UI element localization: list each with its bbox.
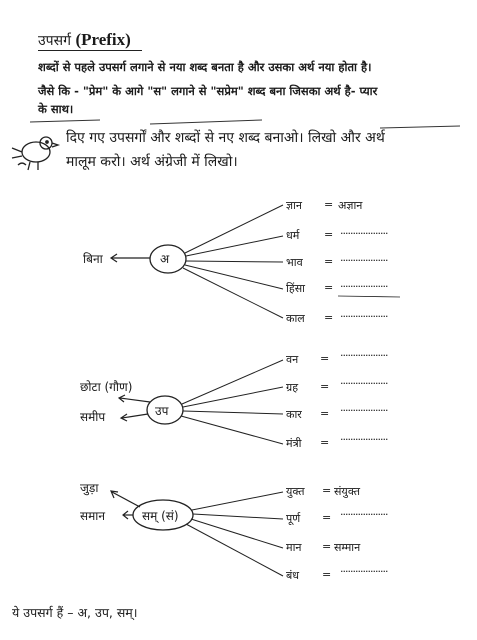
word: मंत्री [286, 437, 302, 450]
meaning-label: छोटा (गौण) [80, 380, 133, 394]
prefix-label: अ [160, 252, 170, 266]
answer-blank: ................... [340, 307, 388, 320]
answer-blank: ................... [340, 346, 388, 359]
answer-blank: ................... [340, 374, 388, 387]
answer-blank: ................... [340, 562, 388, 575]
equals-sign: = [324, 198, 334, 211]
word: कार [286, 408, 302, 421]
word: वन [286, 353, 299, 366]
instruction-line-1: दिए गए उपसर्गों और शब्दों से नए शब्द बनाओ। लिखो और अर्थ [66, 130, 385, 146]
prefix-label: सम् (सं) [142, 509, 179, 523]
word: धर्म [286, 229, 300, 242]
equals-sign: = [324, 311, 334, 324]
equals-sign: = [324, 228, 334, 241]
intro-line-3: के साथ। [38, 102, 74, 116]
answer-blank: ................... [340, 277, 388, 290]
word: बंध [286, 569, 300, 582]
equals-sign: = [324, 281, 334, 294]
equals-sign: = [322, 540, 332, 553]
title-english: (Prefix) [75, 30, 131, 49]
underline-mark [150, 120, 262, 124]
prefix-label: उप [155, 404, 169, 418]
title-hindi: उपसर्ग [38, 33, 71, 49]
meaning-label: बिना [83, 252, 103, 266]
meaning-label: समान [80, 509, 106, 523]
answer: संयुक्त [334, 485, 360, 498]
meaning-label: समीप [80, 410, 106, 424]
answer-blank: ................... [340, 505, 388, 518]
underline-mark [30, 120, 100, 122]
meaning-arrow-3a [112, 492, 140, 507]
word: मान [286, 541, 302, 554]
word: काल [286, 312, 305, 325]
answer-blank: ................... [340, 224, 388, 237]
intro-line-1: शब्दों से पहले उपसर्ग लगाने से नया शब्द बनता है और उसका अर्थ नया होता है। [38, 60, 372, 74]
equals-sign: = [320, 407, 330, 420]
word: हिंसा [286, 282, 305, 295]
answer-blank: ................... [340, 430, 388, 443]
bird-icon [12, 137, 58, 170]
equals-sign: = [320, 380, 330, 393]
word: पूर्ण [286, 512, 301, 525]
equals-sign: = [322, 511, 332, 524]
answer: अज्ञान [338, 199, 363, 212]
underline-mark [380, 126, 460, 128]
equals-sign: = [320, 352, 330, 365]
instruction-line-2: मालूम करो। अर्थ अंग्रेजी में लिखो। [66, 154, 238, 170]
answer-blank: ................... [340, 401, 388, 414]
meaning-label: जुड़ा [80, 481, 99, 495]
word: भाव [286, 256, 303, 269]
word: ग्रह [286, 381, 299, 394]
intro-line-2: जैसे कि - "प्रेम" के आगे "स" लगाने से "सप्रेम" शब्द बना जिसका अर्थ है- प्यार [38, 84, 378, 98]
equals-sign: = [324, 255, 334, 268]
equals-sign: = [322, 568, 332, 581]
answer-blank: ................... [340, 251, 388, 264]
footer-summary: ये उपसर्ग हैं – अ, उप, सम्। [12, 605, 138, 620]
word: युक्त [286, 485, 305, 498]
word: ज्ञान [286, 199, 303, 212]
equals-sign: = [322, 484, 332, 497]
equals-sign: = [320, 436, 330, 449]
meaning-arrow-2a [120, 398, 150, 402]
answer: सम्मान [334, 541, 361, 554]
